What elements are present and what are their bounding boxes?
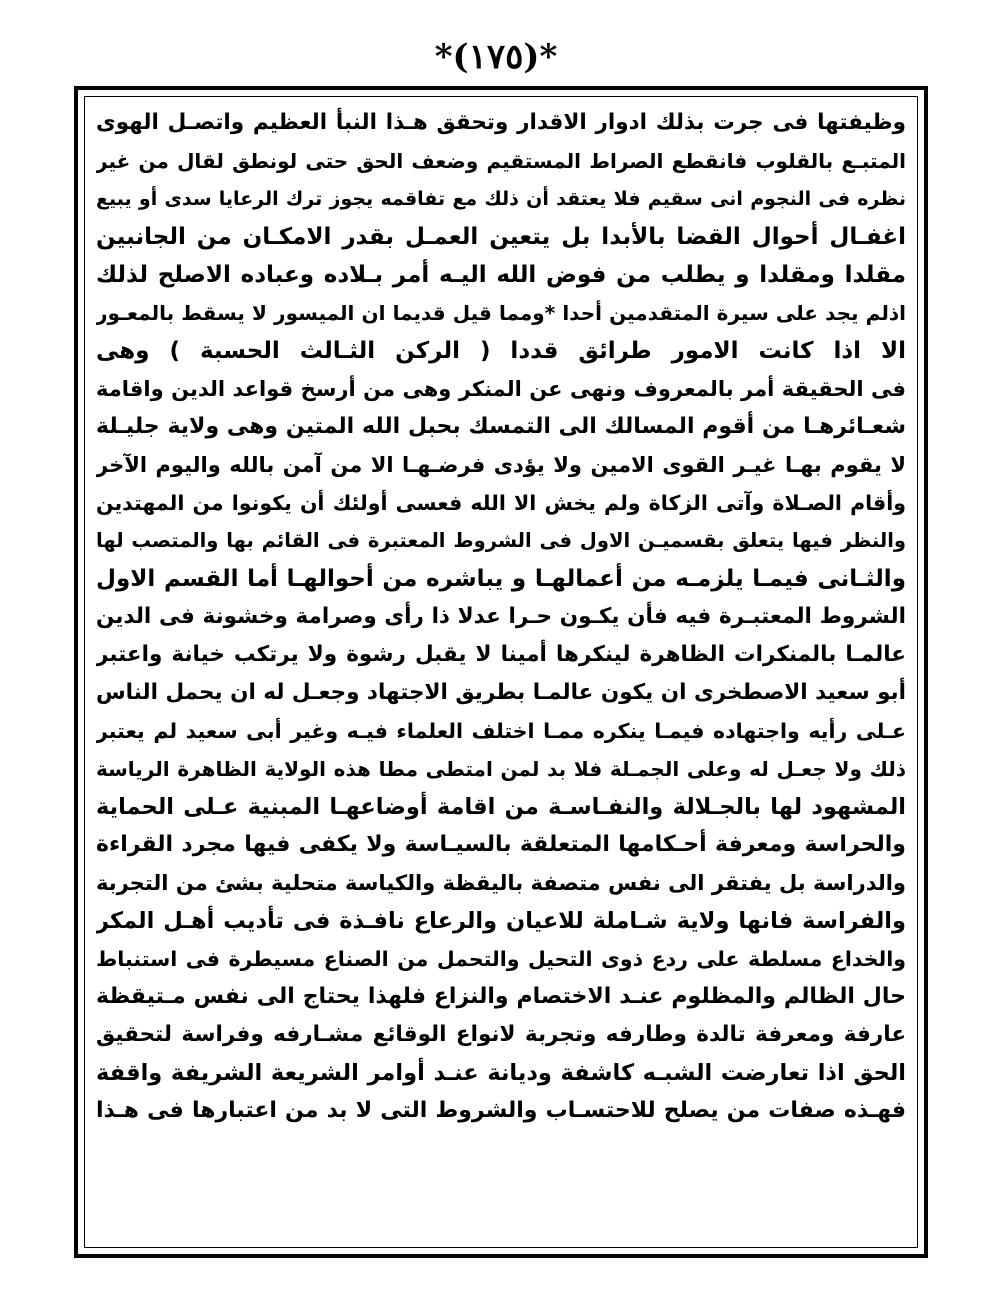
text-line: فهـذه صفات من يصلح للاحتسـاب والشروط التى لا بد من اعتبارها فى هـذا — [96, 1098, 906, 1123]
text-line: المشهود لها بالجـلالة والنفـاسـة من اقامة أوضاعهـا المبنية عـلى الحماية — [96, 794, 906, 820]
text-line: ذلك ولا جعـل له وعلى الجمـلة فلا بد لمن امتطى مطا هذه الولاية الظاهرة الرياسة — [96, 757, 906, 781]
body-text — [96, 104, 906, 1244]
text-line: عـلى رأيه واجتهاده فيمـا ينكره ممـا اختلف العلماء فيـه وغير أبى سعيد لم يعتبر — [96, 719, 906, 743]
text-line: والنظر فيها يتعلق بقسميـن الاول فى الشروط المعتبرة فى القائم بها والمتصب لها — [96, 529, 906, 552]
text-line: الحق اذا تعارضت الشبـه كاشفة وديانة عنـد أوامر الشريعة الشريفة واقفة — [96, 1060, 906, 1086]
text-line: الشروط المعتبـرة فيه فأن يكـون حـرا عدلا ذا رأى وصرامة وخشونة فى الدين — [96, 604, 906, 629]
text-line: والفراسة فانها ولاية شـاملة للاعيان والرعاع نافـذة فى تأديب أهـل المكر — [96, 908, 906, 934]
text-line: عارفة ومعرفة تالدة وطارفه وتجربة لانواع الوقائع مشـارفه وفراسة لتحقيق — [96, 1022, 906, 1047]
text-line: اذلم يجد على سيرة المتقدمين أحدا *ومما قيل قديما ان الميسور لا يسقط بالمعـور — [96, 301, 906, 325]
text-line: فى الحقيقة أمر بالمعروف ونهى عن المنكر وهى من أرسخ قواعد الدين واقامة — [96, 377, 906, 401]
text-line: مقلدا ومقلدا و يطلب من فوض الله اليـه أمر بـلاده وعباده الاصلح لذلك — [96, 262, 906, 288]
text-line: لا يقوم بهـا غيـر القوى الامين ولا يؤدى فرضـهـا الا من آمن بالله واليوم الآخر — [96, 453, 906, 477]
page-number: *(١٧٥)* — [434, 37, 558, 77]
text-line: والثـانى فيمـا يلزمـه من أعمالهـا و يباشره من أحوالهـا أما القسم الاول — [96, 566, 906, 592]
text-line: والدراسة بل يفتقر الى نفس متصفة باليقظة والكياسة متحلية بشئ من التجربة — [96, 871, 906, 895]
text-line: اغفـال أحوال القضا بالأبدا بل يتعين العمـل بقدر الامكـان من الجانبين — [96, 224, 906, 250]
text-line: حال الظالم والمظلوم عنـد الاختصام والنزاع فلهذا يحتاج الى نفس مـتيقظة — [96, 984, 906, 1009]
text-line: وأقام الصـلاة وآتى الزكاة ولم يخش الا الله فعسى أولئك أن يكونوا من المهتدين — [96, 491, 906, 515]
text-line: المتبـع بالقلوب فانقطع الصراط المستقيم وضعف الحق حتى لونطق لقال من غير — [96, 149, 906, 173]
text-line: نظره فى النجوم انى سقيم فلا يعتقد أن ذلك مع تفاقمه يجوز ترك الرعايا سدى أو يبيع — [96, 188, 906, 210]
text-line: والخداع مسلطة على ردع ذوى التحيل والتحمل من الصناع مسيطرة فى استنباط — [96, 947, 906, 971]
text-line: والحراسة ومعرفة أحـكامها المتعلقة بالسيـاسة ولا يكفى فيها مجرد القراءة — [96, 832, 906, 857]
text-line: شعـائرهـا من أقوم المسالك الى التمسك بحبل الله المتين وهى ولاية جليـلة — [96, 414, 906, 439]
text-line: أبو سعيد الاصطخرى ان يكون عالمـا بطريق الاجتهاد وجعـل له ان يحمل الناس — [96, 680, 906, 705]
text-line: وظيفتها فى جرت بذلك ادوار الاقدار وتحقق هـذا النبأ العظيم واتصـل الهوى — [96, 110, 906, 135]
text-line: عالمـا بالمنكرات الظاهرة لينكرها أمينا لا يقبل رشوة ولا يرتكب خيانة واعتبر — [96, 642, 906, 667]
text-line: الا اذا كانت الامور طرائق قددا ( الركن الثـالث الحسبة ) وهى — [96, 338, 906, 364]
